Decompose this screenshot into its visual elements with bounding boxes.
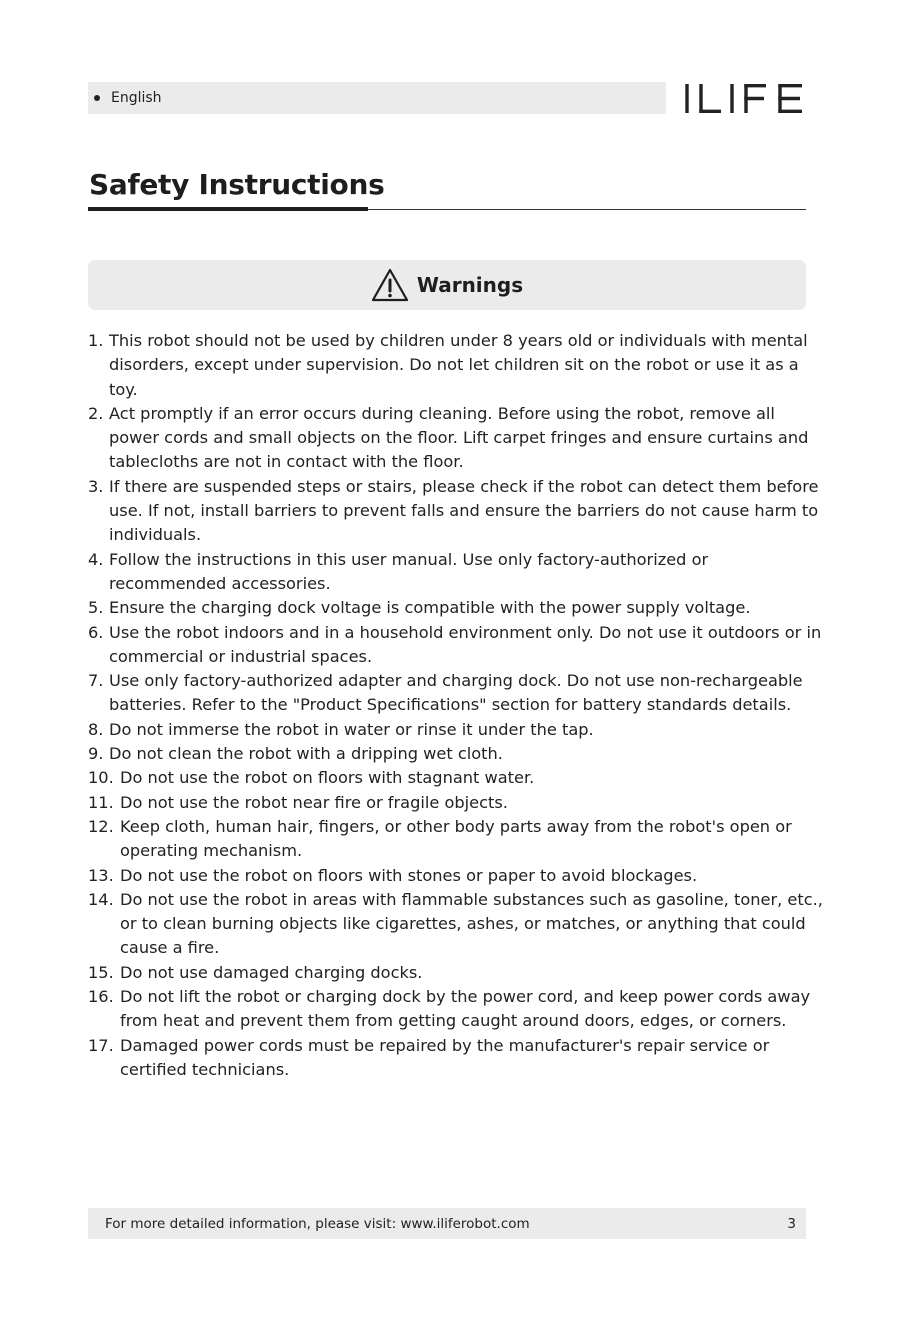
list-item	[88, 402, 828, 475]
list-item	[88, 985, 828, 1034]
list-item	[88, 329, 828, 402]
title-underline	[88, 207, 368, 211]
safety-instructions-list	[88, 329, 828, 1082]
list-item	[88, 791, 828, 815]
item-number: 6.	[88, 622, 104, 642]
item-text: Follow the instructions in this user manual. Use only factory-authorized or recommended accessories.	[109, 549, 709, 593]
item-number: 5.	[88, 598, 104, 618]
item-text: Do not lift the robot or charging dock by the power cord, and keep power cords away from heat and prevent them from getting caught around doors, edges, or corners.	[120, 987, 811, 1031]
item-text: If there are suspended steps or stairs, please check if the robot can detect them before use. If not, install barriers to prevent falls and ensure the barriers do not cause harm to individuals.	[109, 476, 819, 545]
language-label: English	[111, 90, 162, 106]
warning-label: Warnings	[416, 273, 524, 297]
page-title: Safety Instructions	[89, 168, 385, 201]
item-text: Do not use the robot near fire or fragile objects.	[120, 792, 508, 812]
list-item	[88, 718, 828, 742]
item-text: Do not immerse the robot in water or rinse it under the tap.	[109, 719, 594, 739]
item-number: 8.	[88, 719, 104, 739]
list-item	[88, 742, 828, 766]
item-number: 10.	[88, 768, 114, 788]
item-text: Use the robot indoors and in a household environment only. Do not use it outdoors or in commercial or industrial spaces.	[109, 622, 822, 666]
page-number: 3	[787, 1215, 796, 1232]
ilife-logo	[684, 78, 804, 118]
item-number: 1.	[88, 331, 104, 350]
list-item	[88, 475, 828, 548]
list-item	[88, 669, 828, 718]
item-number: 4.	[88, 549, 104, 569]
item-text: Act promptly if an error occurs during cleaning. Before using the robot, remove all power cords and small objects on the floor. Lift carpet fringes and ensure curtains and tablecloths are not in contact with the floor.	[109, 403, 809, 472]
item-text: Do not use the robot on floors with stagnant water.	[120, 768, 535, 788]
item-text: Ensure the charging dock voltage is compatible with the power supply voltage.	[109, 598, 751, 618]
footer-text: For more detailed information, please visit: www.iliferobot.com	[105, 1215, 530, 1232]
item-number: 12.	[88, 816, 114, 836]
list-item	[88, 766, 828, 790]
list-item	[88, 888, 828, 961]
item-number: 3.	[88, 476, 104, 496]
page-footer	[88, 1208, 806, 1239]
item-number: 2.	[88, 403, 104, 423]
warning-banner	[88, 260, 806, 310]
item-text: Damaged power cords must be repaired by the manufacturer's repair service or certified technicians.	[120, 1035, 770, 1079]
item-number: 14.	[88, 889, 114, 909]
item-text: Do not use the robot in areas with flammable substances such as gasoline, toner, etc., or to clean burning objects like cigarettes, ashes, or matches, or anything that could cause a fire.	[120, 889, 823, 958]
item-text: Do not use the robot on floors with stones or paper to avoid blockages.	[120, 865, 698, 885]
item-number: 15.	[88, 962, 114, 982]
bullet-icon	[94, 95, 100, 101]
item-number: 13.	[88, 865, 114, 885]
item-number: 9.	[88, 744, 104, 764]
list-item	[88, 961, 828, 985]
item-number: 7.	[88, 671, 104, 691]
list-item	[88, 596, 828, 620]
list-item	[88, 815, 828, 864]
item-text: Do not use damaged charging docks.	[120, 962, 423, 982]
item-text: Do not clean the robot with a dripping wet cloth.	[109, 744, 503, 764]
list-item	[88, 548, 828, 597]
item-text: Keep cloth, human hair, fingers, or other body parts away from the robot's open or operating mechanism.	[120, 816, 792, 861]
list-item	[88, 864, 828, 888]
item-number: 16.	[88, 987, 114, 1007]
list-item	[88, 1034, 828, 1083]
list-item	[88, 621, 828, 670]
language-bar	[88, 82, 666, 114]
item-text: Use only factory-authorized adapter and charging dock. Do not use non-rechargeable batteries. Refer to the "Product Specifications" section for battery standards details.	[109, 671, 803, 715]
warning-triangle-icon	[371, 268, 409, 302]
item-number: 11.	[88, 792, 114, 812]
item-number: 17.	[88, 1035, 114, 1055]
item-text: This robot should not be used by children under 8 years old or individuals with mental disorders, except under supervision. Do not let children sit on the robot or use it as a toy.	[109, 331, 808, 399]
